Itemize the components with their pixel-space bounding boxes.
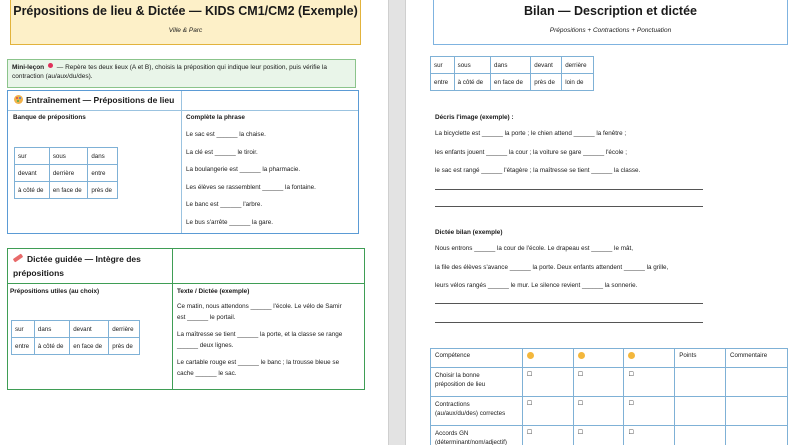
guided-line: est ______ le portail. [177,314,236,321]
right-page-subtitle: Prépositions + Contractions + Ponctuation [549,27,672,34]
bank-row [15,148,118,165]
page-gutter [388,0,406,445]
bank-table [14,147,118,199]
guided-title: Dictée guidée — Intègre des prépositions [13,254,141,278]
bank-cell: derrière [49,165,88,182]
bank-cell: entre [88,165,118,182]
prep-cell: loin de [562,74,594,91]
eval-checkbox[interactable]: ☐ [573,426,624,445]
pin-icon [48,63,53,68]
training-title: Entraînement — Prépositions de lieu [14,95,174,105]
complete-title: Complète la phrase [186,114,245,121]
eval-checkbox[interactable]: ☐ [624,397,675,426]
describe-line: les enfants jouent ______ la cour ; la voiture se gare ______ l'école ; [435,148,627,156]
dictee-line: Nous entrons ______ la cour de l'école. Le drapeau est ______ le mât, [435,245,633,252]
dictee-line: leurs vélos rangés ______ le mur. Le silence revient ______ la sonnerie. [435,282,638,289]
guided-line: ______ deux lignes. [177,342,234,349]
bank-title: Banque de prépositions [13,114,86,121]
useful-cell: devant [70,321,109,338]
dictee-title: Dictée bilan (exemple) [435,229,503,236]
prep-cell: à côté de [454,74,490,91]
mini-lecon-text: — Repère tes deux lieux (A et B), choisis la préposition qui indique leur position, puis vérifie la contraction (au/aux/du/des). [12,64,328,80]
eval-header-cell: Commentaire [726,349,788,368]
dictee-line: la file des élèves s'avance ______ la porte. Deux enfants attendent ______ la grille, [435,263,669,271]
prep-row [431,57,594,74]
pencil-icon [13,253,23,262]
answer-line [435,322,703,323]
useful-title: Prépositions utiles (au choix) [10,288,100,295]
bank-cell: en face de [49,182,88,199]
useful-row [12,321,140,338]
eval-header-row [431,349,788,368]
left-title-box [10,0,361,45]
eval-points-cell[interactable] [675,368,726,397]
eval-skill-cell: Choisir la bonne préposition de lieu [431,368,523,397]
palette-icon [14,95,23,104]
eval-checkbox[interactable]: ☐ [522,397,573,426]
smiley-icon [522,349,573,368]
useful-table [11,320,140,355]
bank-cell: sous [49,148,88,165]
prep-cell: près de [531,74,562,91]
prep-cell: sous [454,57,490,74]
useful-cell: en face de [70,338,109,355]
bank-cell: devant [15,165,50,182]
answer-line [435,189,703,190]
eval-row [431,368,788,397]
bank-cell: sur [15,148,50,165]
left-page-title: Prépositions de lieu & Dictée — KIDS CM1/CM2 (Exemple) [13,4,358,18]
answer-line [435,303,703,304]
complete-sentence: La clé est ______ le tiroir. [186,148,258,156]
mini-lecon-label: Mini-leçon [12,64,45,71]
bank-row [15,165,118,182]
eval-row [431,397,788,426]
left-page [0,0,388,445]
eval-header-cell: Compétence [431,349,523,368]
complete-sentence: Le sac est ______ la chaise. [186,131,266,138]
eval-points-cell[interactable] [675,397,726,426]
eval-header-cell: Points [675,349,726,368]
useful-cell: à côté de [34,338,69,355]
right-prep-table [430,56,594,91]
eval-row [431,426,788,445]
left-page-subtitle: Ville & Parc [168,27,203,34]
prep-cell: derrière [562,57,594,74]
complete-sentence: La boulangerie est ______ la pharmacie. [186,166,301,173]
guided-line: Ce matin, nous attendons ______ l'école. Le vélo de Samir [177,303,342,310]
eval-table [430,348,788,445]
guided-line: cache ______ le sac. [177,370,237,377]
bank-cell: près de [88,182,118,199]
bank-cell: à côté de [15,182,50,199]
right-page [406,0,800,445]
describe-line: le sac est rangé ______ l'étagère ; la maîtresse se tient ______ la classe. [435,167,641,174]
eval-checkbox[interactable]: ☐ [522,368,573,397]
text-title: Texte / Dictée (exemple) [177,288,250,295]
bank-row [15,182,118,199]
useful-cell: près de [109,338,140,355]
bank-cell: dans [88,148,118,165]
eval-checkbox[interactable]: ☐ [624,368,675,397]
eval-skill-cell: Accords GN (déterminant/nom/adjectif) [431,426,523,445]
complete-sentence: Les élèves se rassemblent ______ la fontaine. [186,183,316,191]
guided-line: Le cartable rouge est ______ le banc ; la trousse bleue se [177,359,340,366]
right-title-box [433,0,788,45]
describe-line: La bicyclette est ______ la porte ; le chien attend ______ la fenêtre ; [435,130,627,137]
eval-comment-cell[interactable] [726,397,788,426]
useful-row [12,338,140,355]
smiley-icon [573,349,624,368]
prep-cell: devant [531,57,562,74]
useful-cell: entre [12,338,35,355]
prep-cell: dans [491,57,531,74]
describe-title: Décris l'image (exemple) : [435,114,514,121]
mini-lecon-box [7,59,356,88]
useful-cell: dans [34,321,69,338]
answer-line [435,206,703,207]
eval-checkbox[interactable]: ☐ [573,368,624,397]
right-page-title: Bilan — Description et dictée [524,4,697,18]
eval-skill-cell: Contractions (au/aux/du/des) correctes [431,397,523,426]
complete-sentence: Le bus s'arrête ______ la gare. [186,218,273,226]
guided-line: La maîtresse se tient ______ la porte, et la classe se range [177,331,343,338]
prep-cell: entre [431,74,455,91]
eval-checkbox[interactable]: ☐ [624,426,675,445]
prep-row [431,74,594,91]
eval-points-cell[interactable] [675,426,726,445]
eval-comment-cell[interactable] [726,426,788,445]
complete-sentence: Le banc est ______ l'arbre. [186,201,263,208]
smiley-icon [624,349,675,368]
eval-checkbox[interactable]: ☐ [573,397,624,426]
prep-cell: en face de [491,74,531,91]
useful-cell: sur [12,321,35,338]
prep-cell: sur [431,57,455,74]
eval-checkbox[interactable]: ☐ [522,426,573,445]
training-header-divider [181,91,182,233]
useful-cell: derrière [109,321,140,338]
eval-comment-cell[interactable] [726,368,788,397]
